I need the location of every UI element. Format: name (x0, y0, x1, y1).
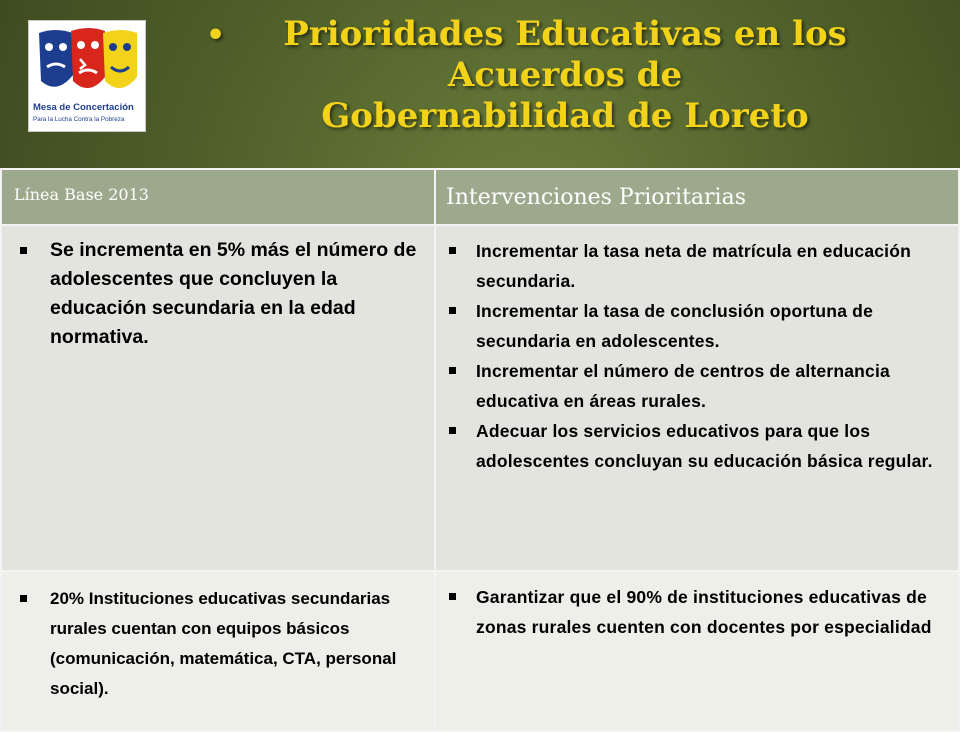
intervention-text: Incrementar la tasa de conclusión oportuna de secundaria en adolescentes. (476, 301, 874, 351)
title-line-2: Acuerdos de (447, 55, 683, 95)
intervention-text: Adecuar los servicios educativos para que los adolescentes concluyan su educación básica regular. (476, 421, 933, 471)
title-bullet: • (206, 18, 226, 53)
theater-masks-icon (33, 25, 143, 101)
intervention-text: Incrementar la tasa neta de matrícula en educación secundaria. (476, 241, 912, 291)
priorities-table (0, 168, 960, 732)
list-item (446, 356, 948, 416)
square-bullet-icon (20, 595, 27, 602)
list-item (18, 236, 426, 352)
logo-org-name: Mesa de Concertación (33, 102, 134, 113)
intervention-text: Incrementar el número de centros de alternancia educativa en áreas rurales. (476, 361, 890, 411)
header-baseline: Línea Base 2013 (1, 169, 435, 225)
organization-logo (28, 20, 146, 132)
baseline-text: Se incrementa en 5% más el número de adolescentes que concluyen la educación secundaria en la edad normativa. (50, 239, 417, 348)
title-line-1: Prioridades Educativas en los (283, 14, 847, 54)
list-item (18, 584, 426, 704)
list-item (446, 296, 948, 356)
interventions-cell (435, 225, 959, 571)
logo-org-tagline: Para la Lucha Contra la Pobreza (33, 116, 125, 123)
title-line-3: Gobernabilidad de Loreto (321, 96, 809, 136)
baseline-cell (1, 225, 435, 571)
square-bullet-icon (20, 247, 27, 254)
list-item (446, 236, 948, 296)
slide-title (200, 14, 930, 137)
square-bullet-icon (449, 427, 456, 434)
list-item (446, 582, 948, 642)
table-row (1, 571, 959, 731)
square-bullet-icon (449, 307, 456, 314)
table-header-row (1, 169, 959, 225)
square-bullet-icon (449, 247, 456, 254)
list-item (446, 416, 948, 476)
interventions-list (446, 582, 948, 642)
baseline-text: 20% Instituciones educativas secundarias rurales cuentan con equipos básicos (comunicación, matemática, CTA, personal social). (50, 589, 397, 698)
square-bullet-icon (449, 367, 456, 374)
square-bullet-icon (449, 593, 456, 600)
baseline-cell (1, 571, 435, 731)
interventions-list (446, 236, 948, 476)
table-row (1, 225, 959, 571)
baseline-list (18, 584, 426, 704)
interventions-cell (435, 571, 959, 731)
baseline-list (18, 236, 426, 352)
intervention-text: Garantizar que el 90% de instituciones educativas de zonas rurales cuenten con docentes por especialidad (476, 587, 932, 637)
header-interventions: Intervenciones Prioritarias (435, 169, 959, 225)
